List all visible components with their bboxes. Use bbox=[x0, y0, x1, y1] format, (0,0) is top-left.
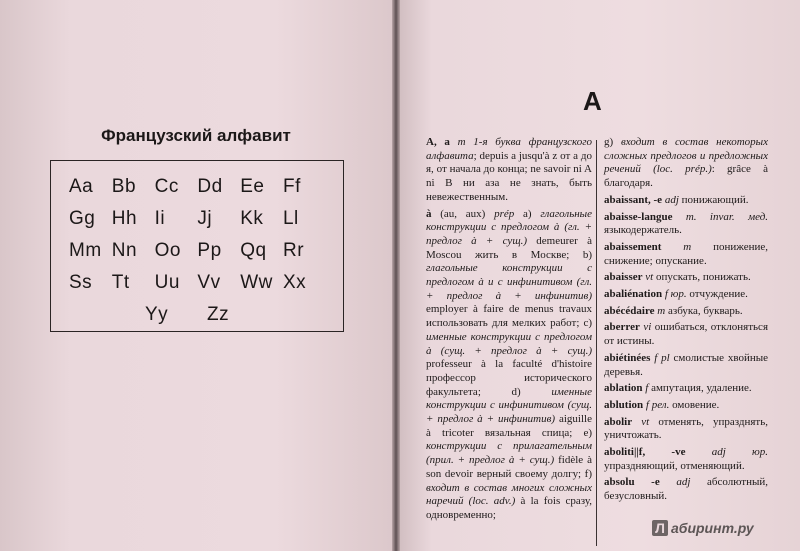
dictionary-entry: abaisse-langue m. invar. мед. языкодержатель. bbox=[604, 210, 769, 237]
letter-pair: Vv bbox=[197, 272, 221, 293]
letter-pair: Ee bbox=[240, 176, 265, 197]
letter-pair: Dd bbox=[197, 176, 223, 197]
dictionary-column-2 bbox=[604, 136, 768, 507]
letter-pair: Ll bbox=[282, 208, 299, 229]
letter-pair: Tt bbox=[111, 272, 130, 293]
watermark bbox=[652, 520, 754, 536]
dictionary-entry: ablution f рел. омовение. bbox=[604, 398, 720, 411]
letter-pair: Qq bbox=[240, 240, 267, 261]
letter-pair: Bb bbox=[111, 176, 137, 197]
dictionary-entry: abiétinées f pl смолистые хвойные деревья. bbox=[604, 351, 768, 378]
letter-pair: Ff bbox=[282, 176, 301, 197]
book-gutter bbox=[392, 0, 400, 551]
dictionary-entry: abaliénation f юр. отчуждение. bbox=[604, 288, 748, 301]
letter-pair: Aa bbox=[69, 176, 94, 197]
letter-pair: Ww bbox=[240, 272, 273, 293]
letter-pair: Cc bbox=[154, 176, 179, 197]
dictionary-entry: abaissant, -e adj понижающий. bbox=[604, 193, 749, 206]
dictionary-entry: à (au, aux) prép a) глагольные конструкции с предлогом à (гл. + предлог à + сущ.) demeurer à Moscou жить в Москве; b) глагольные конструкции с предлогом à и с инфинитивом (гл. + предлог à + инфинитив) employer à faire de menus travaux использовать для мелких работ; c) именные конструкции с предлогом à (сущ. + предлог à + сущ.) professeur à la faculté d'histoire профессор исторического факультета; d) именные конструкции с инфинитивом (сущ. + предлог à + инфинитив) aiguille à tricoter вязальная спица; e) конструкции с прилагательным (прил. + предлог à + сущ.) fidèle à son devoir верный своему долгу; f) входит в состав многих сложных наречий (loc. adv.) à la fois сразу, одновременно; bbox=[426, 207, 592, 521]
letter-pair: Xx bbox=[282, 272, 307, 293]
dictionary-entry: A, a m 1-я буква французского алфавита; depuis a jusqu'à z от а до я, от начала до конца; ne savoir ni A ni B ни аза не знать, быть невежественным. bbox=[426, 136, 592, 203]
letter-pair: Hh bbox=[111, 208, 138, 229]
alphabet-box bbox=[50, 160, 344, 332]
letter-pair: Zz bbox=[207, 304, 230, 325]
alphabet-row bbox=[51, 175, 343, 199]
left-page bbox=[0, 0, 392, 551]
dictionary-entry: abécédaire m азбука, букварь. bbox=[604, 304, 743, 317]
dictionary-entry: abaisser vt опускать, понижать. bbox=[604, 271, 751, 284]
letter-pair: Ss bbox=[69, 272, 93, 293]
dictionary-entry: ablation f ампутация, удаление. bbox=[604, 382, 752, 395]
letter-pair: Pp bbox=[197, 240, 222, 261]
dictionary-entry: abolir vt отменять, упразднять, уничтожать. bbox=[604, 415, 769, 442]
letter-pair: Jj bbox=[197, 208, 213, 229]
section-letter: A bbox=[583, 86, 602, 116]
alphabet-title: Французский алфавит bbox=[101, 126, 291, 145]
letter-pair: Oo bbox=[154, 240, 181, 261]
dictionary-entry: abaissement m понижение, снижение; опускание. bbox=[604, 240, 768, 267]
alphabet-row bbox=[51, 271, 343, 295]
watermark-text: абиринт.ру bbox=[671, 520, 754, 536]
letter-pair: Mm bbox=[69, 240, 102, 261]
dictionary-column-1 bbox=[426, 136, 592, 526]
letter-pair: Rr bbox=[282, 240, 305, 261]
alphabet-row bbox=[51, 303, 343, 327]
letter-pair: Ii bbox=[154, 208, 166, 229]
alphabet-row bbox=[51, 239, 343, 263]
dictionary-entry: absolu -e adj абсолютный, безусловный. bbox=[604, 476, 769, 503]
letter-pair: Yy bbox=[145, 304, 169, 325]
dictionary-entry: aberrer vi ошибаться, отклоняться от истины. bbox=[604, 321, 769, 348]
letter-pair: Kk bbox=[240, 208, 264, 229]
letter-pair: Gg bbox=[69, 208, 96, 229]
letter-pair: Uu bbox=[154, 272, 180, 293]
column-divider bbox=[596, 140, 597, 546]
alphabet-row bbox=[51, 207, 343, 231]
dictionary-entry: aboliti||f, -ve adj юр. упраздняющий, отменяющий. bbox=[604, 446, 769, 472]
letter-pair: Nn bbox=[111, 240, 138, 261]
dictionary-entry: g) входит в состав некоторых сложных предлогов и предложных речений (loc. prép.): grâce à благодаря. bbox=[604, 136, 768, 190]
labirint-logo-icon: Л bbox=[652, 520, 668, 536]
